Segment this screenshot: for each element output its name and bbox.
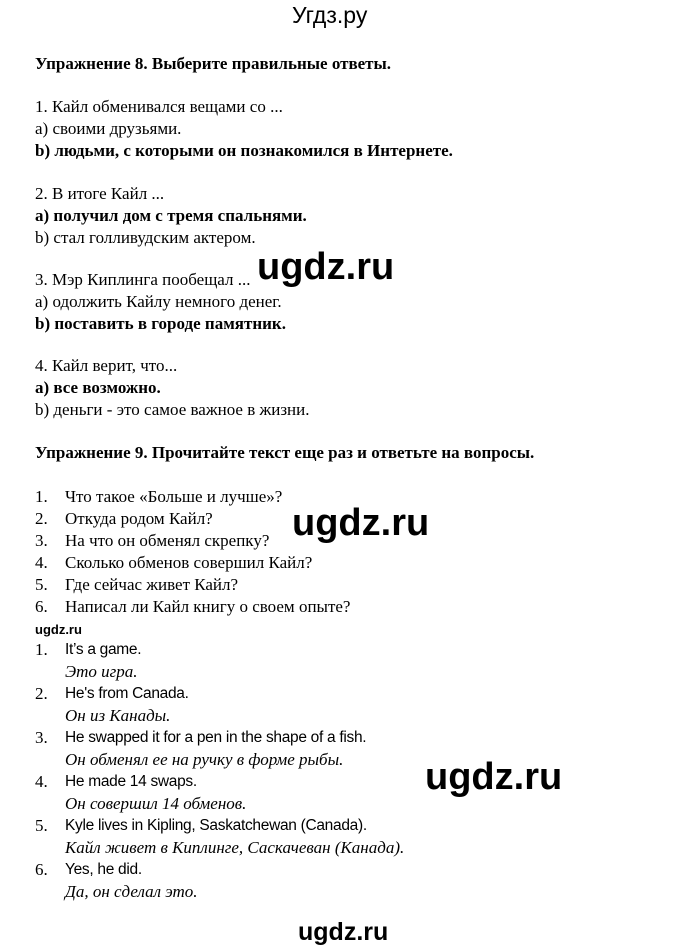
answer-number: 6. [35,860,48,879]
ex8-q1-option-a: а) своими друзьями. [35,119,182,138]
watermark-3: ugdz.ru [425,756,563,798]
answer-5-translation: Кайл живет в Киплинге, Саскачеван (Канада). [65,838,405,857]
answer-en: It’s a game. [65,641,142,658]
answer-number: 3. [35,728,48,747]
answer-en: He swapped it for a pen in the shape of a fish. [65,729,367,746]
ex8-q1-option-b-correct: b) людьми, с которыми он познакомился в Интернете. [35,141,453,160]
answer-en: Yes, he did. [65,861,142,878]
question-number: 4. [35,553,48,572]
answer-en: He made 14 swaps. [65,773,197,790]
watermark-footer: ugdz.ru [298,918,389,946]
answer-4-translation: Он совершил 14 обменов. [65,794,247,813]
ex8-q1: 1. Кайл обменивался вещами со ... [35,97,283,116]
ex8-q4-option-b: b) деньги - это самое важное в жизни. [35,400,310,419]
watermark-1: ugdz.ru [257,246,395,288]
question-text: На что он обменял скрепку? [65,531,270,550]
answer-number: 1. [35,640,48,659]
site-header: Угдз.ру [292,2,368,28]
ex8-q4-option-a-correct: а) все возможно. [35,378,161,397]
small-watermark: ugdz.ru [35,622,82,637]
question-text: Что такое «Больше и лучше»? [65,487,283,506]
question-number: 2. [35,509,48,528]
answer-en: He's from Canada. [65,685,189,702]
ex8-q2: 2. В итоге Кайл ... [35,184,165,203]
question-text: Сколько обменов совершил Кайл? [65,553,313,572]
question-text: Где сейчас живет Кайл? [65,575,239,594]
question-number: 6. [35,597,48,616]
ex8-q2-option-b: b) стал голливудским актером. [35,228,256,247]
ex8-q3-option-a: а) одолжить Кайлу немного денег. [35,292,282,311]
ex8-q4: 4. Кайл верит, что... [35,356,178,375]
watermark-2: ugdz.ru [292,502,430,544]
answer-en: Kyle lives in Kipling, Saskatchewan (Canada). [65,817,367,834]
question-number: 5. [35,575,48,594]
question-number: 1. [35,487,48,506]
exercise-8-title: Упражнение 8. Выберите правильные ответы. [35,54,392,73]
ex8-q2-option-a-correct: а) получил дом с тремя спальнями. [35,206,307,225]
ex8-q3: 3. Мэр Киплинга пообещал ... [35,270,251,289]
answer-number: 2. [35,684,48,703]
answer-6-translation: Да, он сделал это. [65,882,198,901]
exercise-9-title: Упражнение 9. Прочитайте текст еще раз и ответьте на вопросы. [35,443,535,462]
answer-1-translation: Это игра. [65,662,138,681]
answer-2-translation: Он из Канады. [65,706,171,725]
question-text: Откуда родом Кайл? [65,509,213,528]
question-number: 3. [35,531,48,550]
answer-3-translation: Он обменял ее на ручку в форме рыбы. [65,750,344,769]
ex8-q3-option-b-correct: b) поставить в городе памятник. [35,314,286,333]
answer-number: 5. [35,816,48,835]
answer-number: 4. [35,772,48,791]
question-text: Написал ли Кайл книгу о своем опыте? [65,597,351,616]
